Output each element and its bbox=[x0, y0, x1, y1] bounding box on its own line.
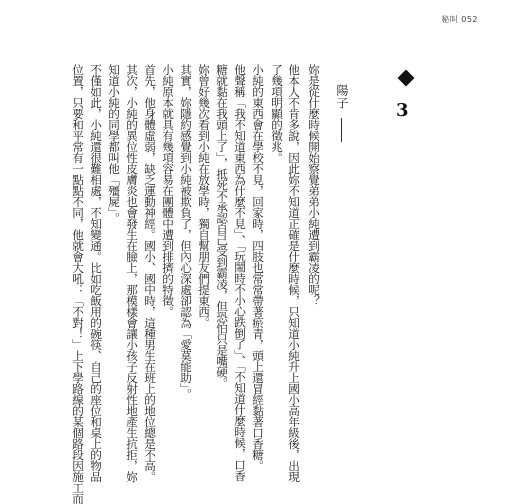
body-line: 糖就黏在我頭上了」，抵死不承認自己受到霸凌，但恐怕只是嘴硬。 bbox=[215, 64, 229, 389]
body-line: 他本人不肯多說，因此妳不知道正確是什麼時候，只知道小純升上國小高年級後，出現 bbox=[287, 64, 301, 482]
body-line: 知道小純的同學都叫他「殭屍」。 bbox=[107, 64, 121, 224]
body-line: 其次，小純的異位性皮膚炎也會發生在臉上，那模樣會讓小孩子反射性地產生抗拒，妳 bbox=[125, 64, 139, 482]
body-line: 小純的東西會在學校不見，回家時，四肢也常常帶著瘀青，頭上還冒經黏著口香糖。 bbox=[251, 64, 265, 471]
body-line: 他聲稱「我不知道東西為什麼不見」、「玩鬧時不小心跌倒了」、「不知道什麼時候，口香 bbox=[233, 64, 247, 481]
body-line: 妳曾好幾次看到小純在放學時，獨自幫朋友們提東西。 bbox=[197, 64, 211, 328]
body-line: 了幾項明顯的徵兆。 bbox=[270, 64, 284, 163]
running-head: 秘叫 052 bbox=[441, 15, 478, 24]
body-line: 位置，只要和平常有一點點不同，他就會大吼：「不對！」上下學路線的某個路段因施工而 bbox=[71, 64, 85, 504]
body-line: 其實，妳隱約感覺到小純被欺負了，但內心深處卻認為「愛莫能助」。 bbox=[179, 64, 193, 400]
body-line: 妳是從什麼時候開始察覺弟弟小純遭到霸凌的呢？ bbox=[307, 64, 321, 306]
title-rule bbox=[341, 118, 342, 142]
body-line: 小純原本就具有幾項容易在團體中遭到排擠的特徵。 bbox=[161, 64, 175, 317]
chapter-title: 陽子 bbox=[335, 84, 349, 110]
chapter-number: 3 bbox=[396, 100, 409, 121]
body-line: 首先，他身體虛弱，缺乏運動神經。國小、國中時，這種男生在班上的地位總是不高。 bbox=[143, 64, 157, 482]
chapter-diamond-icon bbox=[398, 70, 415, 87]
body-line: 不僅如此，小純還很難相處，不知變通。比如吃飯用的碗筷、自己的座位和桌上的物品 bbox=[89, 64, 103, 482]
